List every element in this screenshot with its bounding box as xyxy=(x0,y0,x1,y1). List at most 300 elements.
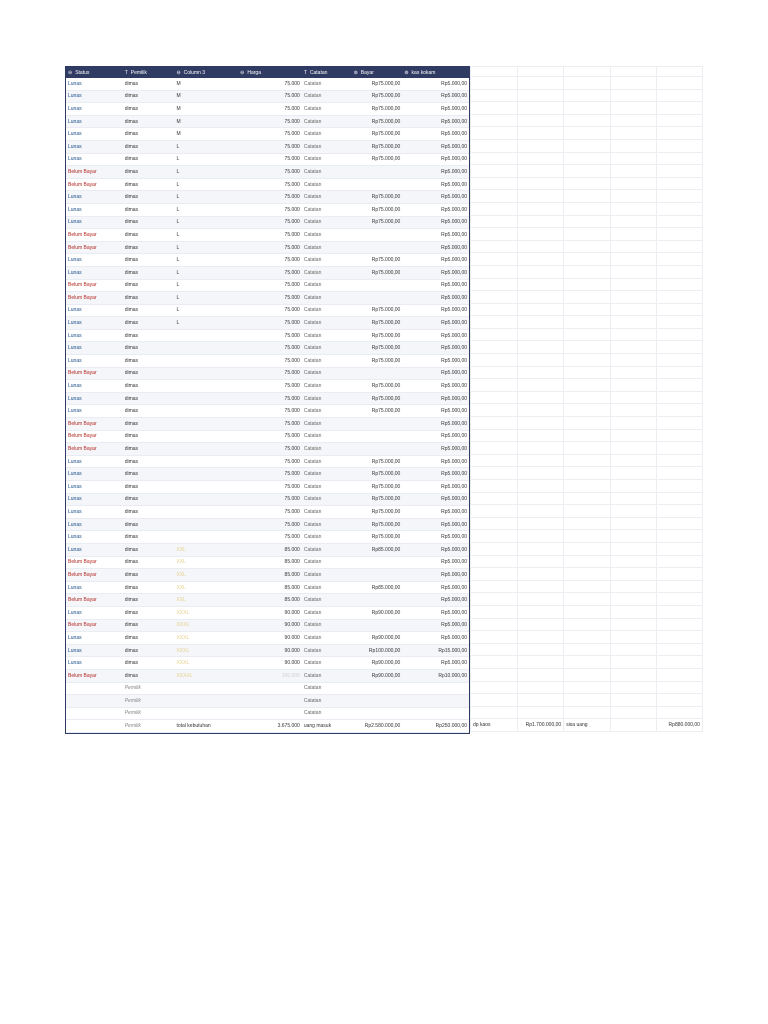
kas-cell[interactable]: Rp5.000,00 xyxy=(441,219,468,226)
grid-cell[interactable] xyxy=(656,203,703,215)
catatan-cell[interactable]: Catatan xyxy=(303,143,322,150)
bayar-cell[interactable]: Rp90.000,00 xyxy=(371,609,401,616)
grid-cell[interactable] xyxy=(656,581,703,593)
grid-cell[interactable] xyxy=(656,669,703,681)
catatan-cell[interactable]: Catatan xyxy=(303,634,322,641)
harga-cell[interactable]: 75.000 xyxy=(284,458,300,465)
grid-cell[interactable] xyxy=(517,153,564,165)
grid-cell[interactable] xyxy=(656,165,703,177)
grid-cell[interactable] xyxy=(656,279,703,291)
status-cell[interactable]: Lunas xyxy=(68,584,82,591)
grid-cell[interactable] xyxy=(610,518,657,530)
harga-cell[interactable]: 100.000 xyxy=(281,672,300,679)
catatan-cell[interactable]: Catatan xyxy=(303,206,322,213)
pemilik-cell[interactable]: dimas xyxy=(124,534,139,541)
grid-cell[interactable] xyxy=(470,581,517,593)
harga-cell[interactable]: 75.000 xyxy=(284,257,300,264)
catatan-cell[interactable]: Catatan xyxy=(303,194,322,201)
kas-cell[interactable]: Rp5.000,00 xyxy=(441,559,468,566)
status-cell[interactable]: Lunas xyxy=(68,471,82,478)
pemilik-cell[interactable]: Pemilik xyxy=(124,697,141,704)
grid-cell[interactable] xyxy=(517,304,564,316)
catatan-cell[interactable]: Catatan xyxy=(303,433,322,440)
grid-cell[interactable] xyxy=(610,241,657,253)
grid-cell[interactable] xyxy=(563,631,610,643)
kas-cell[interactable]: Rp5.000,00 xyxy=(441,433,468,440)
grid-cell[interactable] xyxy=(470,341,517,353)
grid-cell[interactable] xyxy=(610,153,657,165)
grid-cell[interactable] xyxy=(656,631,703,643)
harga-cell[interactable]: 75.000 xyxy=(284,80,300,87)
kas-total-value[interactable]: Rp250.000,00 xyxy=(435,723,468,730)
grid-cell[interactable] xyxy=(610,505,657,517)
grid-cell[interactable] xyxy=(563,644,610,656)
grid-cell[interactable] xyxy=(656,606,703,618)
grid-cell[interactable] xyxy=(563,102,610,114)
grid-cell[interactable] xyxy=(470,203,517,215)
size-cell[interactable]: M xyxy=(176,93,181,100)
catatan-cell[interactable]: Catatan xyxy=(303,80,322,87)
size-cell[interactable]: L xyxy=(176,257,180,264)
bayar-cell[interactable]: Rp85.000,00 xyxy=(371,546,401,553)
pemilik-cell[interactable]: dimas xyxy=(124,496,139,503)
grid-cell[interactable] xyxy=(470,669,517,681)
bayar-cell[interactable]: Rp75.000,00 xyxy=(371,395,401,402)
harga-cell[interactable]: 75.000 xyxy=(284,496,300,503)
kas-cell[interactable]: Rp5.000,00 xyxy=(441,168,468,175)
grid-cell[interactable] xyxy=(517,241,564,253)
grid-cell[interactable] xyxy=(563,216,610,228)
grid-cell[interactable] xyxy=(470,505,517,517)
catatan-cell[interactable]: Catatan xyxy=(303,546,322,553)
catatan-cell[interactable]: Catatan xyxy=(303,420,322,427)
size-cell[interactable]: XXXL xyxy=(176,647,190,654)
grid-cell[interactable] xyxy=(656,367,703,379)
status-cell[interactable]: Lunas xyxy=(68,357,82,364)
pemilik-cell[interactable]: dimas xyxy=(124,181,139,188)
grid-cell[interactable] xyxy=(470,631,517,643)
bayar-cell[interactable]: Rp75.000,00 xyxy=(371,521,401,528)
grid-cell[interactable] xyxy=(656,707,703,719)
grid-cell[interactable] xyxy=(656,102,703,114)
grid-cell[interactable] xyxy=(610,556,657,568)
grid-cell[interactable] xyxy=(470,404,517,416)
status-cell[interactable]: Belum Bayar xyxy=(68,244,97,251)
bayar-cell[interactable]: Rp75.000,00 xyxy=(371,118,401,125)
grid-cell[interactable] xyxy=(517,165,564,177)
kas-cell[interactable]: Rp5.000,00 xyxy=(441,622,468,629)
bayar-cell[interactable]: Rp100.000,00 xyxy=(368,647,401,654)
pemilik-cell[interactable]: dimas xyxy=(124,231,139,238)
grid-cell[interactable] xyxy=(610,430,657,442)
grid-cell[interactable] xyxy=(517,442,564,454)
kas-cell[interactable]: Rp5.000,00 xyxy=(441,534,468,541)
grid-cell[interactable] xyxy=(563,694,610,706)
harga-cell[interactable]: 75.000 xyxy=(284,194,300,201)
grid-cell[interactable] xyxy=(610,253,657,265)
grid-cell[interactable] xyxy=(610,480,657,492)
grid-cell[interactable] xyxy=(610,606,657,618)
harga-cell[interactable]: 75.000 xyxy=(284,345,300,352)
grid-cell[interactable] xyxy=(517,329,564,341)
grid-cell[interactable] xyxy=(563,90,610,102)
harga-cell[interactable]: 75.000 xyxy=(284,219,300,226)
harga-cell[interactable]: 75.000 xyxy=(284,181,300,188)
grid-cell[interactable] xyxy=(610,304,657,316)
status-cell[interactable]: Lunas xyxy=(68,508,82,515)
status-cell[interactable]: Belum Bayar xyxy=(68,672,97,679)
grid-cell[interactable] xyxy=(610,631,657,643)
harga-cell[interactable]: 90.000 xyxy=(284,609,300,616)
kas-cell[interactable]: Rp5.000,00 xyxy=(441,231,468,238)
harga-cell[interactable]: 75.000 xyxy=(284,433,300,440)
bayar-cell[interactable]: Rp75.000,00 xyxy=(371,156,401,163)
bayar-cell[interactable]: Rp75.000,00 xyxy=(371,80,401,87)
size-cell[interactable]: L xyxy=(176,269,180,276)
pemilik-cell[interactable]: dimas xyxy=(124,546,139,553)
grid-cell[interactable] xyxy=(517,493,564,505)
grid-cell[interactable] xyxy=(656,455,703,467)
status-cell[interactable]: Belum Bayar xyxy=(68,446,97,453)
pemilik-cell[interactable]: dimas xyxy=(124,584,139,591)
grid-cell[interactable] xyxy=(563,417,610,429)
grid-cell[interactable] xyxy=(563,379,610,391)
harga-cell[interactable]: 85.000 xyxy=(284,597,300,604)
grid-cell[interactable] xyxy=(517,379,564,391)
grid-cell[interactable] xyxy=(656,140,703,152)
bayar-cell[interactable]: Rp75.000,00 xyxy=(371,269,401,276)
uang-masuk-label[interactable]: uang masuk xyxy=(303,723,332,730)
catatan-cell[interactable]: Catatan xyxy=(303,345,322,352)
grid-cell[interactable] xyxy=(656,354,703,366)
grid-cell[interactable] xyxy=(563,593,610,605)
header-pemilik[interactable]: T Pemilik xyxy=(124,69,147,76)
pemilik-cell[interactable]: dimas xyxy=(124,93,139,100)
size-cell[interactable]: XXXL xyxy=(176,609,190,616)
grid-cell[interactable] xyxy=(470,606,517,618)
grid-cell[interactable] xyxy=(517,102,564,114)
grid-cell[interactable] xyxy=(656,518,703,530)
grid-cell[interactable] xyxy=(656,568,703,580)
grid-cell[interactable] xyxy=(610,115,657,127)
grid-cell[interactable] xyxy=(470,165,517,177)
bayar-cell[interactable]: Rp75.000,00 xyxy=(371,332,401,339)
total-kebutuhan-value[interactable]: 3.675.000 xyxy=(277,723,300,730)
harga-cell[interactable]: 90.000 xyxy=(284,634,300,641)
grid-cell[interactable] xyxy=(470,682,517,694)
grid-cell[interactable] xyxy=(517,216,564,228)
pemilik-cell[interactable]: Pemilik xyxy=(124,685,141,692)
bayar-cell[interactable]: Rp75.000,00 xyxy=(371,143,401,150)
kas-cell[interactable]: Rp5.000,00 xyxy=(441,194,468,201)
catatan-cell[interactable]: Catatan xyxy=(303,118,322,125)
grid-cell[interactable] xyxy=(656,392,703,404)
catatan-cell[interactable]: Catatan xyxy=(303,534,322,541)
pemilik-cell[interactable]: dimas xyxy=(124,458,139,465)
status-cell[interactable]: Lunas xyxy=(68,194,82,201)
header-column-3[interactable]: ⊖ Column 3 xyxy=(176,69,206,76)
grid-cell[interactable] xyxy=(470,329,517,341)
status-cell[interactable]: Lunas xyxy=(68,521,82,528)
catatan-cell[interactable]: Catatan xyxy=(303,332,322,339)
grid-cell[interactable] xyxy=(470,694,517,706)
grid-cell[interactable] xyxy=(610,77,657,89)
grid-cell[interactable] xyxy=(517,682,564,694)
grid-cell[interactable] xyxy=(470,593,517,605)
grid-cell[interactable] xyxy=(517,593,564,605)
status-cell[interactable]: Belum Bayar xyxy=(68,571,97,578)
grid-cell[interactable] xyxy=(656,404,703,416)
bayar-cell[interactable]: Rp90.000,00 xyxy=(371,660,401,667)
pemilik-cell[interactable]: dimas xyxy=(124,370,139,377)
bayar-cell[interactable]: Rp85.000,00 xyxy=(371,584,401,591)
grid-cell[interactable] xyxy=(656,67,703,76)
pemilik-cell[interactable]: dimas xyxy=(124,634,139,641)
grid-cell[interactable] xyxy=(517,707,564,719)
harga-cell[interactable]: 75.000 xyxy=(284,508,300,515)
harga-cell[interactable]: 75.000 xyxy=(284,357,300,364)
grid-cell[interactable] xyxy=(470,480,517,492)
grid-cell[interactable] xyxy=(656,228,703,240)
grid-cell[interactable] xyxy=(656,505,703,517)
grid-cell[interactable] xyxy=(563,404,610,416)
harga-cell[interactable]: 90.000 xyxy=(284,647,300,654)
status-cell[interactable]: Lunas xyxy=(68,534,82,541)
size-cell[interactable]: XXL xyxy=(176,571,186,578)
pemilik-cell[interactable]: dimas xyxy=(124,559,139,566)
kas-cell[interactable]: Rp5.000,00 xyxy=(441,634,468,641)
harga-cell[interactable]: 75.000 xyxy=(284,282,300,289)
grid-cell[interactable] xyxy=(517,279,564,291)
grid-cell[interactable] xyxy=(610,493,657,505)
harga-cell[interactable]: 75.000 xyxy=(284,395,300,402)
grid-cell[interactable] xyxy=(610,216,657,228)
grid-cell[interactable] xyxy=(517,266,564,278)
grid-cell[interactable] xyxy=(563,455,610,467)
grid-cell[interactable] xyxy=(610,682,657,694)
bayar-cell[interactable]: Rp75.000,00 xyxy=(371,105,401,112)
grid-cell[interactable] xyxy=(610,644,657,656)
pemilik-cell[interactable]: dimas xyxy=(124,156,139,163)
catatan-cell[interactable]: Catatan xyxy=(303,320,322,327)
grid-cell[interactable] xyxy=(610,228,657,240)
catatan-cell[interactable]: Catatan xyxy=(303,458,322,465)
catatan-cell[interactable]: Catatan xyxy=(303,131,322,138)
grid-cell[interactable] xyxy=(470,304,517,316)
catatan-cell[interactable]: Catatan xyxy=(303,660,322,667)
grid-cell[interactable] xyxy=(610,127,657,139)
size-cell[interactable]: XXL xyxy=(176,584,186,591)
grid-cell[interactable] xyxy=(656,241,703,253)
grid-cell[interactable] xyxy=(470,530,517,542)
grid-cell[interactable] xyxy=(470,354,517,366)
grid-cell[interactable] xyxy=(610,593,657,605)
grid-cell[interactable] xyxy=(517,115,564,127)
harga-cell[interactable]: 90.000 xyxy=(284,660,300,667)
pemilik-cell[interactable]: dimas xyxy=(124,660,139,667)
status-cell[interactable]: Lunas xyxy=(68,496,82,503)
grid-cell[interactable] xyxy=(563,354,610,366)
grid-cell[interactable] xyxy=(470,291,517,303)
bayar-cell[interactable]: Rp75.000,00 xyxy=(371,496,401,503)
kas-cell[interactable]: Rp5.000,00 xyxy=(441,80,468,87)
catatan-cell[interactable]: Catatan xyxy=(303,622,322,629)
status-cell[interactable]: Lunas xyxy=(68,609,82,616)
grid-cell[interactable] xyxy=(563,367,610,379)
grid-cell[interactable] xyxy=(517,367,564,379)
catatan-cell[interactable]: Catatan xyxy=(303,685,322,692)
kas-cell[interactable]: Rp5.000,00 xyxy=(441,420,468,427)
grid-cell[interactable] xyxy=(517,669,564,681)
grid-cell[interactable] xyxy=(563,606,610,618)
catatan-cell[interactable]: Catatan xyxy=(303,571,322,578)
kas-cell[interactable]: Rp5.000,00 xyxy=(441,181,468,188)
harga-cell[interactable]: 75.000 xyxy=(284,420,300,427)
catatan-cell[interactable]: Catatan xyxy=(303,357,322,364)
grid-cell[interactable] xyxy=(656,178,703,190)
grid-cell[interactable] xyxy=(610,656,657,668)
grid-cell[interactable] xyxy=(517,455,564,467)
grid-cell[interactable] xyxy=(610,379,657,391)
kas-cell[interactable]: Rp5.000,00 xyxy=(441,546,468,553)
grid-cell[interactable] xyxy=(610,203,657,215)
pemilik-cell[interactable]: dimas xyxy=(124,307,139,314)
header-status[interactable]: ⊖ Status xyxy=(68,69,90,76)
kas-cell[interactable]: Rp5.000,00 xyxy=(441,294,468,301)
grid-cell[interactable] xyxy=(470,140,517,152)
header-kas-kokam[interactable]: ⊚ kas kokam xyxy=(404,69,436,76)
grid-cell[interactable] xyxy=(610,178,657,190)
grid-cell[interactable] xyxy=(470,417,517,429)
status-cell[interactable]: Belum Bayar xyxy=(68,370,97,377)
status-cell[interactable]: Belum Bayar xyxy=(68,294,97,301)
grid-cell[interactable] xyxy=(563,329,610,341)
grid-cell[interactable] xyxy=(470,392,517,404)
grid-cell[interactable] xyxy=(470,644,517,656)
grid-cell[interactable] xyxy=(610,90,657,102)
grid-cell[interactable] xyxy=(610,190,657,202)
status-cell[interactable]: Lunas xyxy=(68,269,82,276)
grid-cell[interactable] xyxy=(610,707,657,719)
pemilik-cell[interactable]: dimas xyxy=(124,672,139,679)
harga-cell[interactable]: 75.000 xyxy=(284,131,300,138)
pemilik-cell[interactable]: dimas xyxy=(124,647,139,654)
grid-cell[interactable] xyxy=(563,392,610,404)
bayar-cell[interactable]: Rp75.000,00 xyxy=(371,345,401,352)
grid-cell[interactable] xyxy=(563,190,610,202)
status-cell[interactable]: Belum Bayar xyxy=(68,168,97,175)
status-cell[interactable]: Lunas xyxy=(68,458,82,465)
grid-cell[interactable] xyxy=(656,341,703,353)
bayar-cell[interactable]: Rp75.000,00 xyxy=(371,219,401,226)
catatan-cell[interactable]: Catatan xyxy=(303,672,322,679)
catatan-cell[interactable]: Catatan xyxy=(303,446,322,453)
catatan-cell[interactable]: Catatan xyxy=(303,647,322,654)
harga-cell[interactable]: 75.000 xyxy=(284,93,300,100)
harga-cell[interactable]: 75.000 xyxy=(284,206,300,213)
catatan-cell[interactable]: Catatan xyxy=(303,408,322,415)
grid-cell[interactable] xyxy=(563,430,610,442)
grid-cell[interactable] xyxy=(656,77,703,89)
bayar-cell[interactable]: Rp75.000,00 xyxy=(371,206,401,213)
grid-cell[interactable] xyxy=(517,543,564,555)
kas-cell[interactable]: Rp5.000,00 xyxy=(441,320,468,327)
kas-cell[interactable]: Rp5.000,00 xyxy=(441,143,468,150)
status-cell[interactable]: Lunas xyxy=(68,143,82,150)
grid-cell[interactable] xyxy=(610,417,657,429)
status-cell[interactable]: Lunas xyxy=(68,408,82,415)
pemilik-cell[interactable]: dimas xyxy=(124,219,139,226)
grid-cell[interactable] xyxy=(517,530,564,542)
harga-cell[interactable]: 75.000 xyxy=(284,231,300,238)
grid-cell[interactable] xyxy=(563,241,610,253)
bayar-cell[interactable]: Rp75.000,00 xyxy=(371,357,401,364)
kas-cell[interactable]: Rp5.000,00 xyxy=(441,269,468,276)
kas-cell[interactable]: Rp5.000,00 xyxy=(441,307,468,314)
bayar-cell[interactable]: Rp75.000,00 xyxy=(371,458,401,465)
grid-cell[interactable] xyxy=(656,379,703,391)
size-cell[interactable]: M xyxy=(176,131,181,138)
grid-cell[interactable] xyxy=(656,694,703,706)
kas-cell[interactable]: Rp5.000,00 xyxy=(441,332,468,339)
grid-cell[interactable] xyxy=(656,430,703,442)
grid-cell[interactable] xyxy=(563,530,610,542)
status-cell[interactable]: Lunas xyxy=(68,345,82,352)
grid-cell[interactable] xyxy=(563,707,610,719)
catatan-cell[interactable]: Catatan xyxy=(303,521,322,528)
harga-cell[interactable]: 75.000 xyxy=(284,534,300,541)
grid-cell[interactable] xyxy=(470,127,517,139)
grid-cell[interactable] xyxy=(656,493,703,505)
grid-cell[interactable] xyxy=(517,568,564,580)
grid-cell[interactable] xyxy=(517,228,564,240)
grid-cell[interactable] xyxy=(610,367,657,379)
catatan-cell[interactable]: Catatan xyxy=(303,710,322,717)
status-cell[interactable]: Lunas xyxy=(68,483,82,490)
size-cell[interactable]: L xyxy=(176,294,180,301)
grid-cell[interactable] xyxy=(470,102,517,114)
grid-cell[interactable] xyxy=(656,329,703,341)
grid-cell[interactable] xyxy=(563,480,610,492)
grid-cell[interactable] xyxy=(563,67,610,76)
size-cell[interactable]: L xyxy=(176,231,180,238)
harga-cell[interactable]: 75.000 xyxy=(284,269,300,276)
kas-cell[interactable]: Rp5.000,00 xyxy=(441,471,468,478)
grid-cell[interactable] xyxy=(656,442,703,454)
summary-pemilik[interactable]: Pemilik xyxy=(124,723,141,730)
kas-cell[interactable]: Rp5.000,00 xyxy=(441,660,468,667)
status-cell[interactable]: Lunas xyxy=(68,93,82,100)
grid-cell[interactable] xyxy=(470,279,517,291)
kas-cell[interactable]: Rp5.000,00 xyxy=(441,257,468,264)
size-cell[interactable]: L xyxy=(176,156,180,163)
size-cell[interactable]: L xyxy=(176,320,180,327)
grid-cell[interactable] xyxy=(470,316,517,328)
status-cell[interactable]: Lunas xyxy=(68,332,82,339)
grid-cell[interactable] xyxy=(563,291,610,303)
bayar-cell[interactable]: Rp75.000,00 xyxy=(371,257,401,264)
header-harga[interactable]: ⊖ Harga xyxy=(240,69,261,76)
harga-cell[interactable]: 85.000 xyxy=(284,571,300,578)
grid-cell[interactable] xyxy=(610,341,657,353)
catatan-cell[interactable]: Catatan xyxy=(303,156,322,163)
grid-cell[interactable] xyxy=(610,67,657,76)
pemilik-cell[interactable]: dimas xyxy=(124,269,139,276)
pemilik-cell[interactable]: dimas xyxy=(124,194,139,201)
grid-cell[interactable] xyxy=(563,316,610,328)
grid-cell[interactable] xyxy=(470,568,517,580)
grid-cell[interactable] xyxy=(470,67,517,76)
